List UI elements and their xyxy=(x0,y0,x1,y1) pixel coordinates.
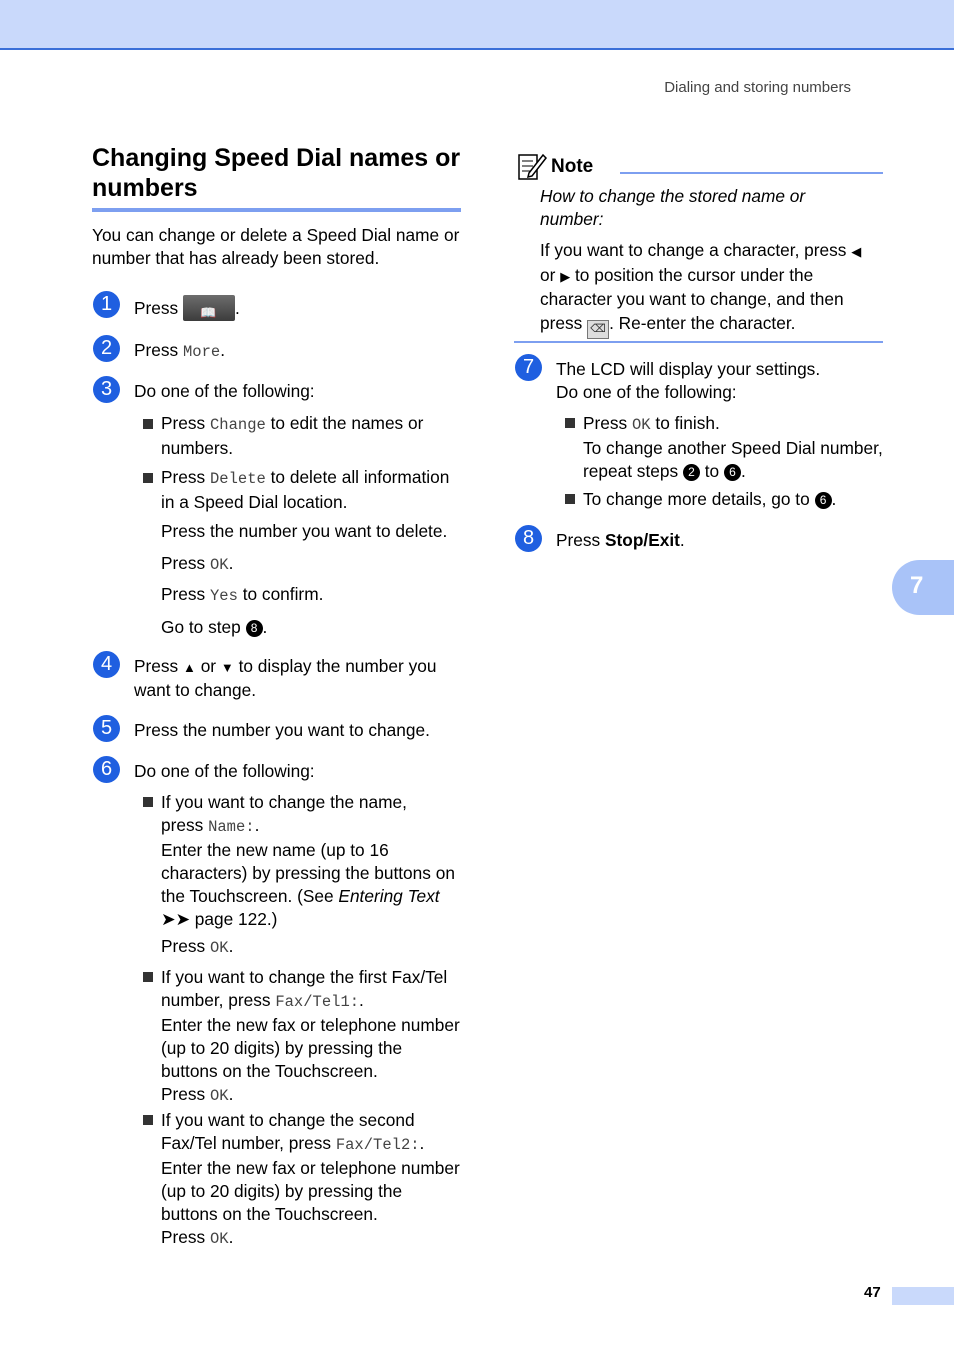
b-line: If you want to change the first Fax/Tel number, press Fax/Tel1:. xyxy=(161,967,448,1011)
step-2: Press More. xyxy=(134,340,226,361)
b-line xyxy=(161,839,461,931)
lcd-name: Name: xyxy=(208,818,255,836)
page-number: 47 xyxy=(864,1284,881,1301)
bullet-square xyxy=(143,972,153,982)
lcd-ok: OK xyxy=(210,1087,229,1105)
note-pencil-icon xyxy=(517,151,547,181)
backspace-icon: ⌫ xyxy=(587,320,609,339)
stop-exit-key: Stop/Exit xyxy=(605,530,680,550)
note-subtitle: How to change the stored name or number: xyxy=(540,186,806,229)
step-number-3: 3 xyxy=(93,376,120,403)
b-text: Press xyxy=(161,1227,206,1247)
address-book-icon: 📖 xyxy=(183,295,235,321)
b-text: to edit the names or numbers. xyxy=(161,413,424,458)
lcd-change: Change xyxy=(210,416,266,434)
bullet-square xyxy=(143,797,153,807)
b-text: If you want to change the first Fax/Tel number, press xyxy=(161,967,448,1010)
step-7 xyxy=(556,358,876,404)
note-title: Note xyxy=(551,156,594,177)
s8-text: Press xyxy=(556,530,601,550)
step-6-bullet-fax2 xyxy=(161,1109,461,1251)
b-line: To change another Speed Dial number, repeat steps 2 to 6 . xyxy=(583,438,883,481)
step-3-bullet-delete xyxy=(161,466,463,514)
step-number-5: 5 xyxy=(93,715,120,742)
step-8: Press Stop/Exit. xyxy=(556,530,685,550)
b-text: To change another Speed Dial number, repeat steps xyxy=(583,438,883,481)
b-line: press Name:. xyxy=(161,815,260,836)
lcd-ok: OK xyxy=(632,416,651,434)
step-number-6: 6 xyxy=(93,756,120,783)
b-text: press xyxy=(161,815,204,835)
b-text: page 122.) xyxy=(194,909,278,929)
step-7-bullet-more: To change more details, go to 6 . xyxy=(583,489,837,509)
b-text: to xyxy=(704,461,720,481)
left-arrow-icon: ◀ xyxy=(851,244,862,259)
b-line xyxy=(583,412,883,437)
n-text: If you want to change a character, press xyxy=(540,240,847,260)
note-rule-bottom xyxy=(514,341,883,343)
step-number-4: 4 xyxy=(93,651,120,678)
s4-text: to display the number you want to change. xyxy=(134,656,437,700)
page-number-bar xyxy=(892,1287,954,1305)
s4-text: or xyxy=(200,656,217,676)
b-line: Enter the new fax or telephone number (up to 20 digits) by pressing the buttons on the Touchscreen. xyxy=(161,1015,460,1081)
up-arrow-icon: ▲ xyxy=(183,660,196,675)
p-text: Press xyxy=(161,553,206,573)
step-7-bullet-finish xyxy=(583,412,883,483)
b-text: To change more details, go to xyxy=(583,489,810,509)
b-text: If you want to change the second Fax/Tel number, press xyxy=(161,1110,415,1153)
chapter-number: 7 xyxy=(910,572,924,599)
double-arrow-icon: ➤➤ xyxy=(161,909,190,929)
n-text: . Re-enter the character. xyxy=(609,312,796,333)
p-text: Press xyxy=(161,936,206,956)
n-text: or xyxy=(540,264,556,285)
running-header: Dialing and storing numbers xyxy=(664,79,851,96)
bullet-square xyxy=(143,473,153,483)
b-line: Press OK. xyxy=(161,1084,234,1105)
step-number-2: 2 xyxy=(93,335,120,362)
p-text: to confirm. xyxy=(242,584,324,604)
b-text: Press xyxy=(161,467,206,487)
step-number-8: 8 xyxy=(515,525,542,552)
section-title: Changing Speed Dial names or numbers xyxy=(92,144,461,202)
p-text: Press xyxy=(161,584,206,604)
bullet-square xyxy=(143,419,153,429)
step-3-para-4: Go to step 8 . xyxy=(161,617,268,637)
intro-paragraph: You can change or delete a Speed Dial name or number that has already been stored. xyxy=(92,225,460,268)
lcd-ok: OK xyxy=(210,556,229,574)
step-3-para-1: Press the number you want to delete. xyxy=(161,521,448,541)
b-line: Enter the new fax or telephone number (up to 20 digits) by pressing the buttons on the Touchscreen. xyxy=(161,1158,460,1224)
step-6-bullet-name xyxy=(161,791,461,931)
chapter-tab xyxy=(892,560,954,615)
step-ref-8: 8 xyxy=(246,620,263,637)
step-3-text: Do one of the following: xyxy=(134,381,315,401)
lcd-ok: OK xyxy=(210,939,229,957)
note-body xyxy=(540,239,880,339)
b-line: Press OK. xyxy=(161,1227,234,1248)
step-ref-6: 6 xyxy=(724,464,741,481)
title-underline xyxy=(92,208,461,212)
s7-line: The LCD will display your settings. xyxy=(556,359,821,379)
lcd-ok: OK xyxy=(210,1230,229,1248)
step-number-7: 7 xyxy=(515,354,542,381)
b-text: Press xyxy=(161,1084,206,1104)
lcd-yes: Yes xyxy=(210,587,238,605)
step-5-text: Press the number you want to change. xyxy=(134,720,430,740)
s7-line: Do one of the following: xyxy=(556,382,737,402)
step-ref-6: 6 xyxy=(815,492,832,509)
cross-ref: Entering Text xyxy=(338,886,440,906)
step-ref-2: 2 xyxy=(683,464,700,481)
step-6-bullet-fax1 xyxy=(161,966,461,1108)
step-3-para-2: Press OK. xyxy=(161,553,234,574)
step-6-text: Do one of the following: xyxy=(134,761,315,781)
bullet-square xyxy=(143,1115,153,1125)
step-1: Press 📖 . xyxy=(134,295,240,321)
step-number-1: 1 xyxy=(93,291,120,318)
n-text: to position the cursor under the character you want to change, and then press xyxy=(540,264,844,333)
b-text: Enter the new name (up to 16 characters) by pressing the buttons on the Touchscreen. (See xyxy=(161,840,455,906)
lcd-fax-tel1: Fax/Tel1: xyxy=(275,993,360,1011)
step-2-text: Press xyxy=(134,340,179,360)
note-rule-top xyxy=(620,172,883,174)
step-1-text: Press xyxy=(134,298,179,318)
s4-text: Press xyxy=(134,656,179,676)
bullet-square xyxy=(565,494,575,504)
b-line: If you want to change the second Fax/Tel number, press Fax/Tel2:. xyxy=(161,1110,425,1154)
b-text: Press xyxy=(161,413,206,433)
b-text: Press xyxy=(583,413,628,433)
step-4 xyxy=(134,655,464,702)
b-text: to delete all information in a Speed Dial location. xyxy=(161,467,450,512)
p-text: Go to step xyxy=(161,617,241,637)
step-3-bullet-change xyxy=(161,412,461,460)
step-3-para-3 xyxy=(161,583,323,608)
down-arrow-icon: ▼ xyxy=(220,660,234,675)
lcd-fax-tel2: Fax/Tel2: xyxy=(335,1136,420,1154)
bullet-square xyxy=(565,418,575,428)
b-line: If you want to change the name, xyxy=(161,792,407,812)
lcd-more: More xyxy=(183,343,221,361)
lcd-delete: Delete xyxy=(210,470,266,488)
top-banner xyxy=(0,0,954,50)
step-6-para-ok: Press OK. xyxy=(161,936,234,957)
b-text: to finish. xyxy=(655,413,720,433)
right-arrow-icon: ▶ xyxy=(560,268,571,284)
